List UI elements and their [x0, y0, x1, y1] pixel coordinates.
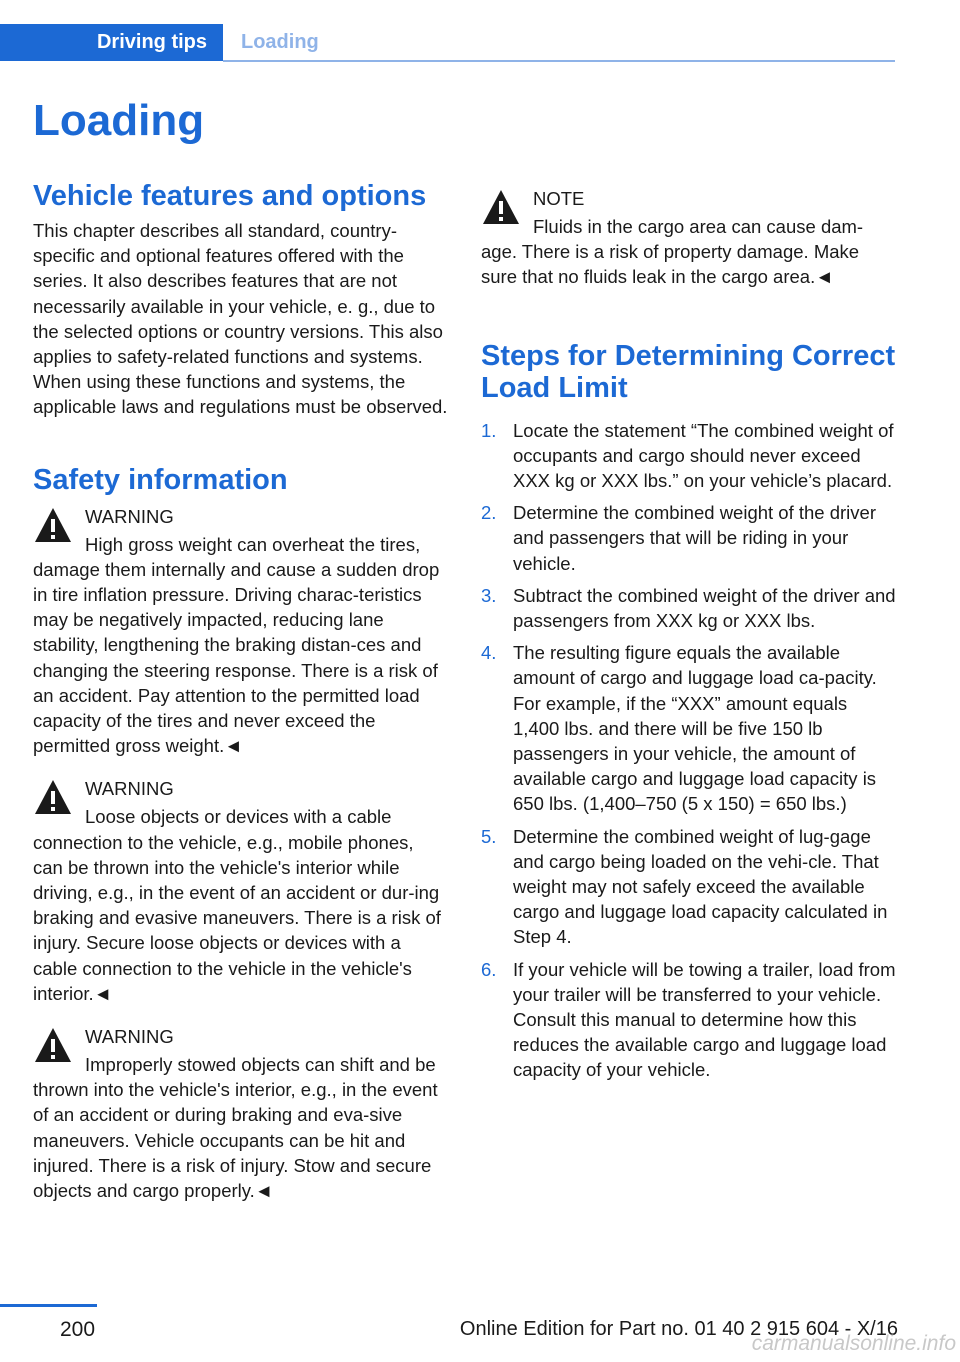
footer-rule: [0, 1304, 97, 1307]
warning-triangle-icon: [33, 1026, 73, 1066]
watermark: carmanualsonline.info: [751, 1332, 956, 1355]
section-heading-vehicle-features: Vehicle features and options: [33, 180, 427, 212]
note-notice: [481, 184, 896, 290]
warning-triangle-icon: [481, 188, 521, 228]
page-title: Loading: [33, 96, 205, 145]
right-column: [481, 180, 896, 1090]
step-text: Locate the statement “The combined weight of occupants and cargo should never exceed XXX kg or XXX lbs.” on your vehicle’s placard.: [513, 419, 894, 492]
warning-label: WARNING: [85, 505, 174, 527]
section-heading-safety: Safety information: [33, 463, 288, 496]
warning-text: High gross weight can overheat the tires, damage them internally and cause a sudden drop in tire inflation pressure. Driving charac-teristics may be negatively impacted, reducing lane stability, lengthening the braking distan-ces and changing the steering response. There is a risk of an accident. Pay attention to the permitted load capacity of the tires and never exceed the permitted gross weight.◄: [33, 533, 440, 757]
warning-text: Loose objects or devices with a cable connection to the vehicle, e.g., mobile phones, can be thrown into the vehicle's interior while driving, e.g., in the event of an accident or dur-ing braking and evasive maneuvers. There is a risk of injury. Secure loose objects or devices with a cable connection to the vehicle in the vehicle's interior.◄: [33, 806, 441, 1004]
warning-label: WARNING: [85, 1026, 174, 1048]
step-text: Subtract the combined weight of the driver and passengers from XXX kg or XXX lbs.: [513, 584, 896, 632]
step-text: Determine the combined weight of the driver and passengers that will be riding in your vehicle.: [513, 502, 876, 574]
header-tabbar: [0, 0, 960, 62]
steps-list: [481, 418, 896, 1083]
note-label: NOTE: [533, 188, 585, 209]
list-item: [481, 957, 896, 1083]
step-number: 6.: [481, 958, 497, 980]
warning-text: Improperly stowed objects can shift and be thrown into the vehicle's interior, e.g., in the event of an accident or during braking and eva-sive maneuvers. Vehicle occupants can be hit and injured. There is a risk of injury. Stow and secure objects and cargo properly.◄: [33, 1054, 438, 1202]
step-number: 3.: [481, 584, 497, 606]
left-column: [33, 180, 448, 1203]
edition-text: Online Edition for Part no. 01 40 2 915 604 - X/16: [459, 1318, 898, 1340]
warning-notice: [33, 1022, 448, 1203]
warning-triangle-icon: [33, 506, 73, 546]
warning-triangle-icon: [33, 778, 73, 818]
step-text: If your vehicle will be towing a trailer, load from your trailer will be transferred to your vehicle. Consult this manual to determine how this reduces the available cargo and luggage load capacity of your vehicle.: [513, 958, 896, 1081]
tab-driving-tips[interactable]: Driving tips: [0, 24, 223, 61]
list-item: [481, 583, 896, 633]
header-rule: [223, 60, 895, 62]
list-item: [481, 418, 896, 494]
page-number: 200: [60, 1318, 96, 1341]
tab-loading[interactable]: Loading: [241, 31, 319, 53]
warning-notice: [33, 502, 448, 759]
step-text: The resulting figure equals the available amount of cargo and luggage load ca-pacity. For example, if the “XXX” amount equals 1,400 lbs. and there will be five 150 lb passengers in your vehicle, the amount of available cargo and luggage load capacity is 650 lbs. (1,400–750 (5 x 150) = 650 lbs.): [513, 642, 877, 815]
step-number: 2.: [481, 502, 497, 524]
list-item: [481, 500, 896, 576]
step-text: Determine the combined weight of lug-gage and cargo being loaded on the vehi-cle. That weight may not safely exceed the available cargo and luggage load capacity calculated in Step 4.: [513, 825, 888, 948]
section-body-vehicle-features: This chapter describes all standard, country-specific and optional features offered with the series. It also describes features that are not necessarily available in your vehicle, e. g., due to the selected options or country versions. This also applies to safety-related functions and systems. When using these functions and systems, the applicable laws and regulations must be observed.: [33, 220, 448, 418]
warning-label: WARNING: [85, 778, 174, 800]
step-number: 1.: [481, 419, 497, 441]
section-heading-steps: Steps for Determining Correct Load Limit: [481, 339, 896, 404]
list-item: [481, 824, 896, 950]
step-number: 4.: [481, 642, 497, 664]
list-item: [481, 640, 896, 816]
step-number: 5.: [481, 825, 497, 847]
note-text: Fluids in the cargo area can cause dam-age. There is a risk of property damage. Make sure that no fluids leak in the cargo area.◄: [481, 216, 864, 288]
warning-notice: [33, 774, 448, 1006]
